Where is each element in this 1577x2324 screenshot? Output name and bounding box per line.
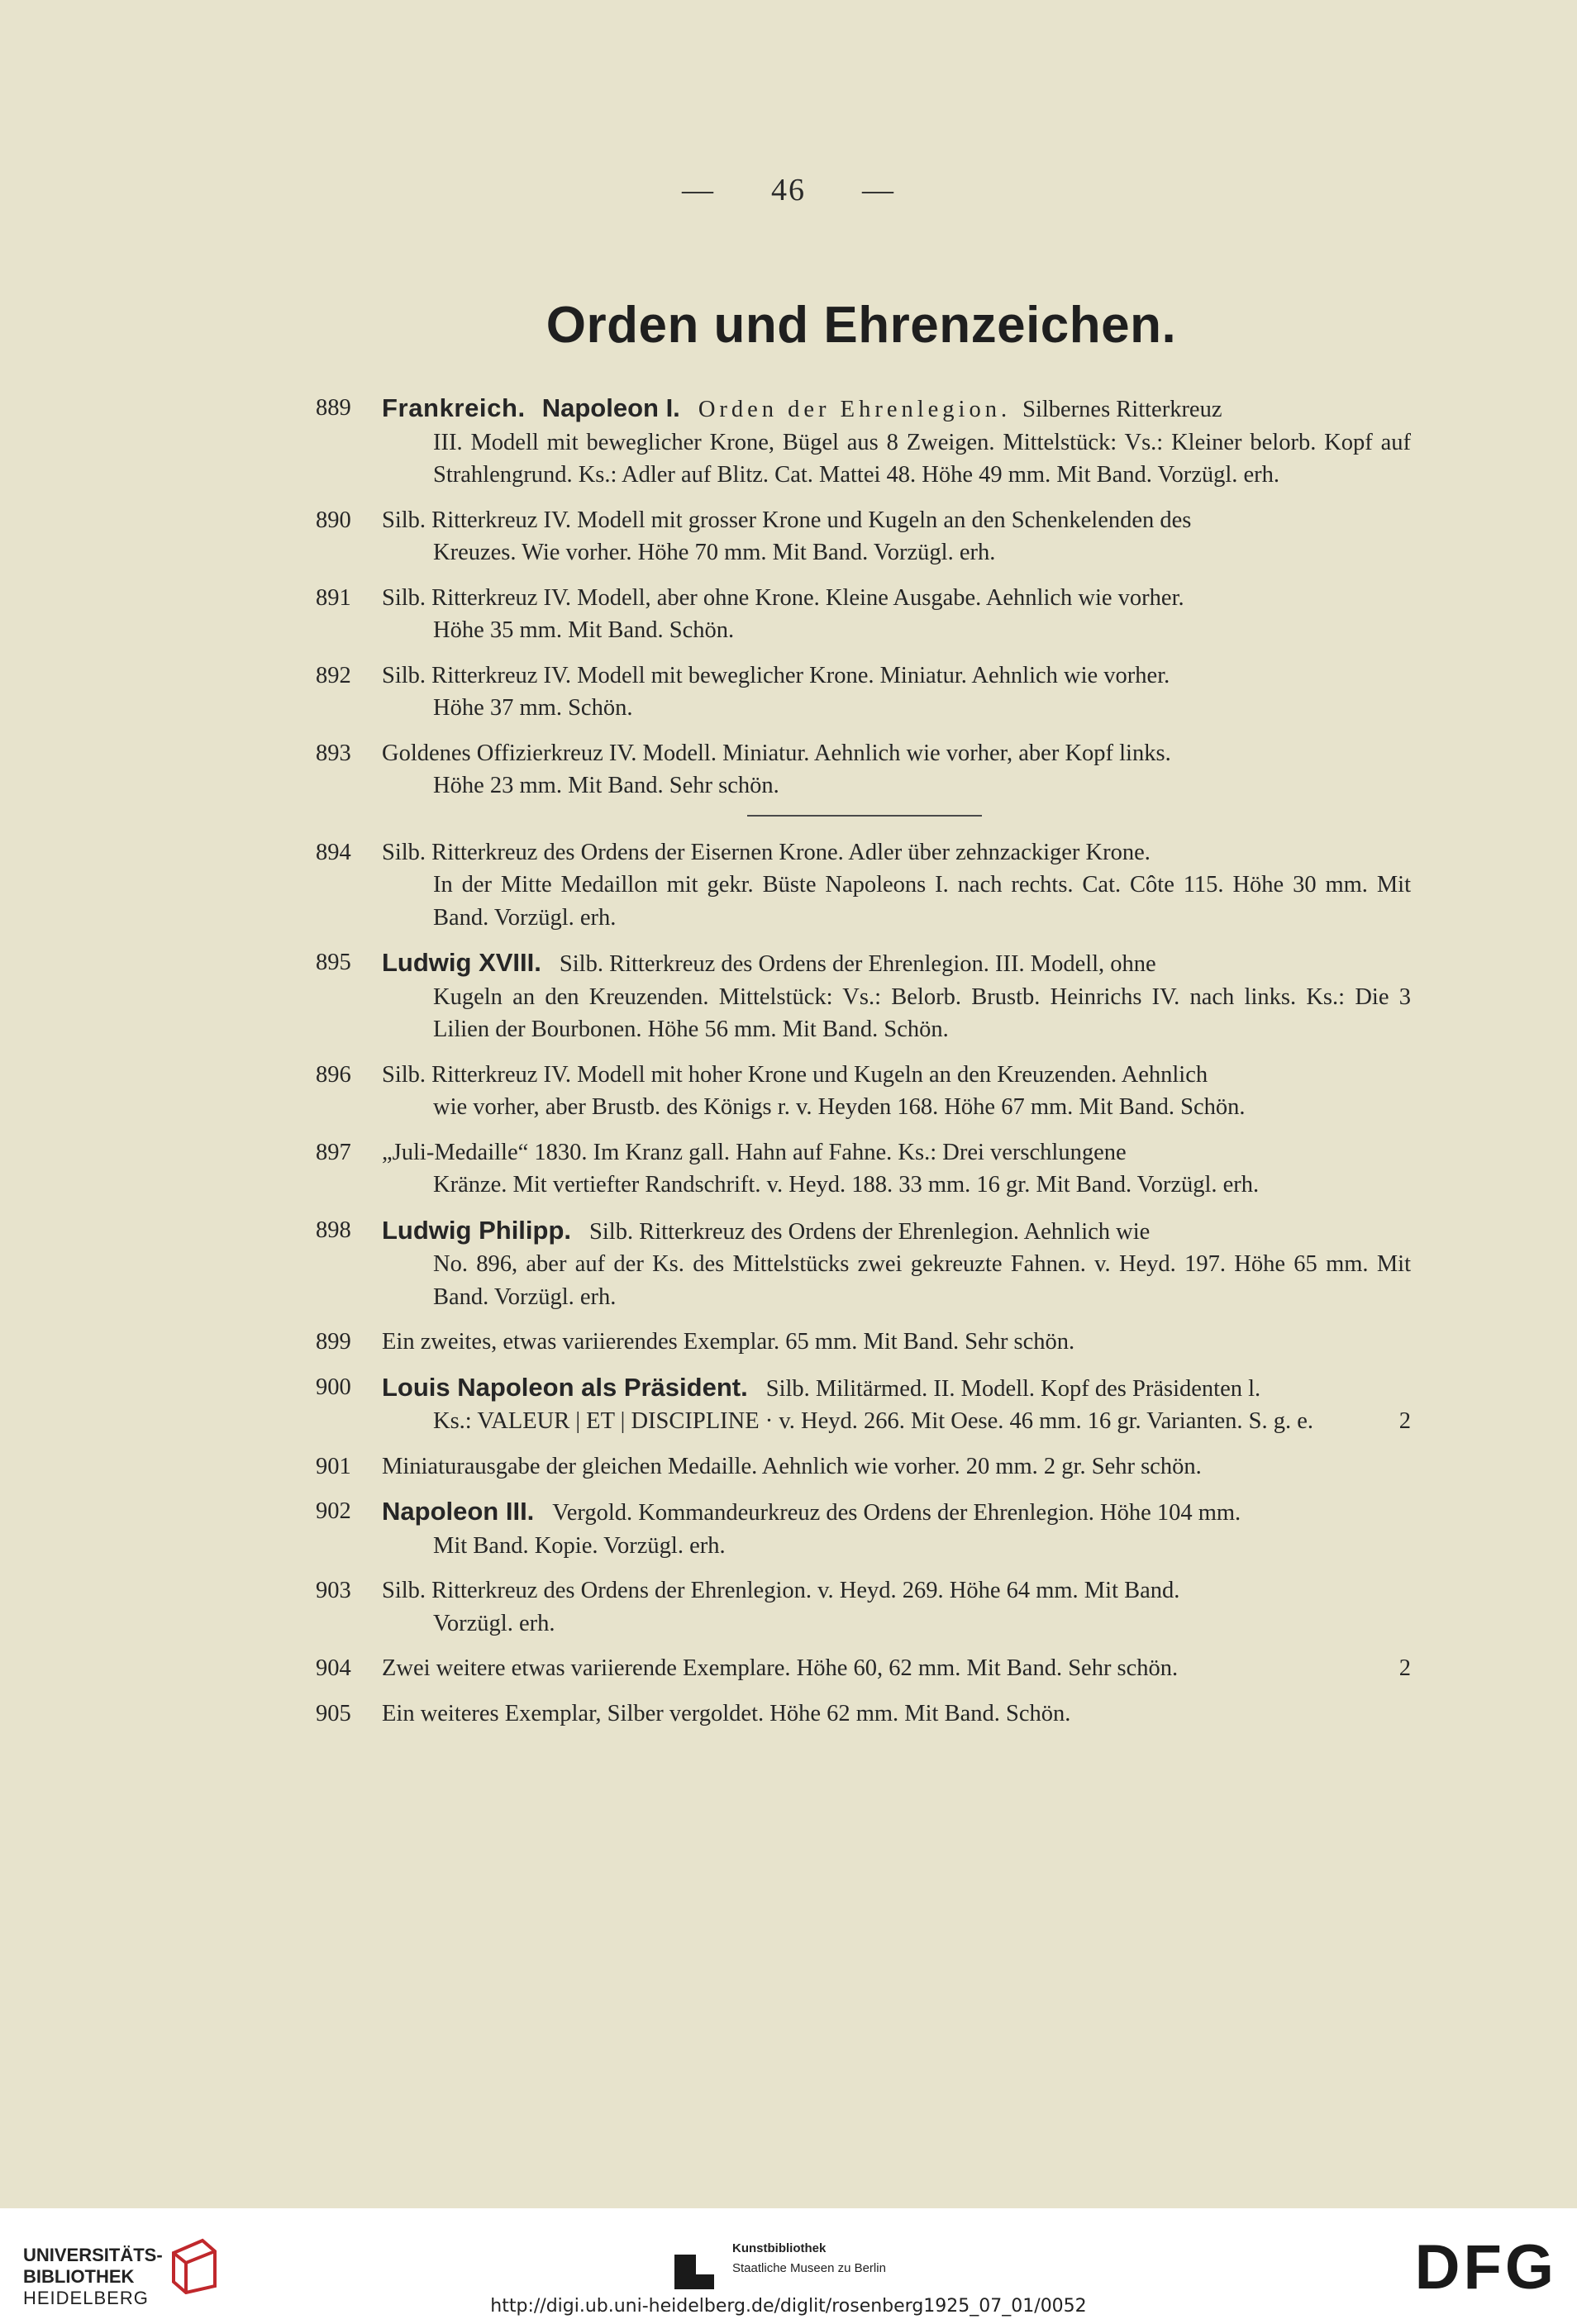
- catalog-entry: [316, 1136, 1411, 1202]
- catalog-entry: [316, 582, 1411, 647]
- entry-text: [382, 1326, 1411, 1359]
- entry-text: [382, 1652, 1411, 1685]
- entry-text: [382, 392, 1411, 492]
- entry-text: [382, 737, 1411, 802]
- dash-left: —: [682, 173, 715, 207]
- ub-logo-mark-icon: [165, 2236, 223, 2294]
- catalog-entry: [316, 660, 1411, 725]
- entry-number: 897: [316, 1139, 351, 1165]
- entry-number: 898: [316, 1217, 351, 1243]
- entry-first-line: Vergold. Kommandeurkreuz des Ordens der Ehrenlegion. Höhe 104 mm.: [552, 1500, 1241, 1526]
- entry-text: [382, 1450, 1411, 1483]
- entry-continuation: Vorzügl. erh.: [433, 1610, 555, 1636]
- entry-text: [382, 1059, 1411, 1124]
- entry-continuation: Kugeln an den Kreuzenden. Mittelstück: Vs.: Belorb. Brustb. Heinrichs IV. nach links. Ks.: Die 3 Lilien der Bourbonen. Höhe 56 mm. Mit Band. Schön.: [433, 983, 1411, 1042]
- entry-text: [382, 504, 1411, 569]
- catalog-entry: [316, 1698, 1411, 1731]
- entry-continuation: Kreuzes. Wie vorher. Höhe 70 mm. Mit Band. Vorzügl. erh.: [433, 540, 996, 565]
- entry-first-line: Ein zweites, etwas variierendes Exemplar. 65 mm. Mit Band. Sehr schön.: [382, 1329, 1075, 1355]
- catalog-entry: [316, 1371, 1411, 1438]
- catalog-entry: [316, 1326, 1411, 1359]
- entry-number: 890: [316, 507, 351, 533]
- entry-first-line: Ein weiteres Exemplar, Silber vergoldet. Höhe 62 mm. Mit Band. Schön.: [382, 1700, 1071, 1726]
- entry-first-line: Silb. Ritterkreuz IV. Modell mit grosser Krone und Kugeln an den Schenkelenden des: [382, 507, 1192, 533]
- entry-first-line: Silb. Ritterkreuz des Ordens der Ehrenlegion. v. Heyd. 269. Höhe 64 mm. Mit Band.: [382, 1578, 1180, 1603]
- entry-country-heading: Frankreich.: [382, 393, 526, 422]
- entry-text: [382, 1214, 1411, 1314]
- entry-first-line: Silb. Militärmed. II. Modell. Kopf des Präsidenten l.: [765, 1375, 1261, 1402]
- entry-first-line: Silb. Ritterkreuz IV. Modell mit hoher Krone und Kugeln an den Kreuzenden. Aehnlich: [382, 1061, 1208, 1088]
- section-title: Orden und Ehrenzeichen.: [546, 297, 1177, 354]
- kunstbibliothek-mark-icon: [671, 2246, 717, 2293]
- kunstbibliothek-subtitle: Staatliche Museen zu Berlin: [732, 2261, 886, 2275]
- entry-number: 905: [316, 1700, 351, 1726]
- section-divider: [747, 815, 982, 817]
- entry-continuation: wie vorher, aber Brustb. des Königs r. v. Heyden 168. Höhe 67 mm. Mit Band. Schön.: [433, 1094, 1246, 1120]
- entry-number: 903: [316, 1578, 351, 1603]
- entry-text: [382, 836, 1411, 935]
- entry-continuation: Mit Band. Kopie. Vorzügl. erh.: [433, 1532, 726, 1559]
- entry-number: 894: [316, 839, 351, 865]
- entry-text: [382, 1574, 1411, 1640]
- catalog-entry: [316, 1214, 1411, 1314]
- entry-continuation: No. 896, aber auf der Ks. des Mittelstücks zwei gekreuzte Fahnen. v. Heyd. 197. Höhe 65 mm. Mit Band. Vorzügl. erh.: [433, 1251, 1411, 1310]
- entry-continuation: In der Mitte Medaillon mit gekr. Büste Napoleons I. nach rechts. Cat. Côte 115. Höhe 30 mm. Mit Band. Vorzügl. erh.: [433, 872, 1411, 931]
- entry-continuation: III. Modell mit beweglicher Krone, Bügel aus 8 Zweigen. Mittelstück: Vs.: Kleiner belorb. Kopf auf Strahlengrund. Ks.: Adler auf Blitz. Cat. Mattei 48. Höhe 49 mm. Mit Band. Vorzügl. erh.: [433, 429, 1411, 488]
- entry-first-line: Zwei weitere etwas variierende Exemplare. Höhe 60, 62 mm. Mit Band. Sehr schön.: [382, 1655, 1179, 1681]
- entry-text: [382, 1371, 1411, 1438]
- entry-number: 893: [316, 740, 351, 766]
- page-number-value: 46: [771, 173, 806, 207]
- catalog-entry: [316, 737, 1411, 802]
- entry-first-line: Silb. Ritterkreuz des Ordens der Ehrenlegion. III. Modell, ohne: [559, 951, 1156, 977]
- entry-first-line: Silbernes Ritterkreuz: [1022, 397, 1222, 422]
- page-number: [0, 172, 1577, 208]
- catalog-entry: [316, 1059, 1411, 1124]
- catalog-entry: [316, 836, 1411, 935]
- catalog-entries: [316, 392, 1411, 1742]
- entry-ruler-heading: Ludwig XVIII.: [382, 948, 541, 977]
- digitization-footer: [0, 2208, 1577, 2324]
- entry-number: 896: [316, 1061, 351, 1088]
- entry-continuation: Höhe 23 mm. Mit Band. Sehr schön.: [433, 773, 779, 798]
- entry-text: [382, 1495, 1411, 1562]
- entry-first-line: Silb. Ritterkreuz IV. Modell, aber ohne Krone. Kleine Ausgabe. Aehnlich wie vorher.: [382, 584, 1184, 611]
- entry-order-name: Orden der Ehrenlegion.: [698, 397, 1012, 422]
- permalink-url[interactable]: http://digi.ub.uni-heidelberg.de/diglit/rosenberg1925_07_01/0052: [490, 2296, 1087, 2317]
- lot-count: 2: [1398, 1408, 1411, 1434]
- entry-number: 891: [316, 584, 351, 611]
- lot-count: 2: [1398, 1655, 1411, 1681]
- entry-continuation: Höhe 37 mm. Schön.: [433, 695, 633, 721]
- entry-text: [382, 582, 1411, 647]
- dash-right: —: [862, 173, 895, 207]
- entry-ruler-heading: Napoleon I.: [541, 393, 680, 422]
- entry-text: [382, 660, 1411, 725]
- catalog-entry: [316, 392, 1411, 492]
- entry-number: 904: [316, 1655, 351, 1681]
- entry-first-line: Goldenes Offizierkreuz IV. Modell. Miniatur. Aehnlich wie vorher, aber Kopf links.: [382, 740, 1171, 766]
- entry-continuation: [382, 1405, 1411, 1438]
- entry-number: 889: [316, 395, 351, 421]
- entry-first-line: Miniaturausgabe der gleichen Medaille. Aehnlich wie vorher. 20 mm. 2 gr. Sehr schön.: [382, 1453, 1202, 1479]
- entry-text: [382, 1136, 1411, 1202]
- entry-number: 900: [316, 1374, 351, 1400]
- entry-continuation: Kränze. Mit vertiefter Randschrift. v. Heyd. 188. 33 mm. 16 gr. Mit Band. Vorzügl. erh.: [433, 1172, 1260, 1198]
- entry-first-line: Silb. Ritterkreuz des Ordens der Ehrenlegion. Aehnlich wie: [589, 1218, 1151, 1245]
- entry-ruler-heading: Ludwig Philipp.: [382, 1215, 572, 1245]
- entry-number: 902: [316, 1498, 351, 1524]
- entry-number: 899: [316, 1329, 351, 1355]
- entry-number: 892: [316, 662, 351, 688]
- entry-continuation-text: Ks.: VALEUR | ET | DISCIPLINE · v. Heyd. 266. Mit Oese. 46 mm. 16 gr. Varianten. S. g. e.: [433, 1408, 1314, 1434]
- catalog-entry: [316, 1652, 1411, 1685]
- entry-number: 895: [316, 950, 351, 975]
- entry-first-line: Silb. Ritterkreuz des Ordens der Eisernen Krone. Adler über zehnzackiger Krone.: [382, 839, 1151, 865]
- entry-text: [382, 946, 1411, 1046]
- entry-ruler-heading: Napoleon III.: [382, 1497, 535, 1526]
- entry-ruler-heading: Louis Napoleon als Präsident.: [382, 1372, 748, 1402]
- catalog-entry: [316, 504, 1411, 569]
- entry-first-line: Silb. Ritterkreuz IV. Modell mit beweglicher Krone. Miniatur. Aehnlich wie vorher.: [382, 662, 1170, 688]
- catalog-entry: [316, 1450, 1411, 1483]
- kunstbibliothek-title: Kunstbibliothek: [732, 2241, 827, 2255]
- catalog-entry: [316, 946, 1411, 1046]
- entry-text: [382, 1698, 1411, 1731]
- catalog-entry: [316, 1574, 1411, 1640]
- ub-logo-line-3: HEIDELBERG: [23, 2288, 149, 2308]
- entry-first-line: „Juli-Medaille“ 1830. Im Kranz gall. Hahn auf Fahne. Ks.: Drei verschlungene: [382, 1139, 1127, 1165]
- dfg-logo[interactable]: DFG: [1414, 2232, 1557, 2303]
- entry-number: 901: [316, 1453, 351, 1479]
- entry-continuation: Höhe 35 mm. Mit Band. Schön.: [433, 617, 735, 643]
- ub-logo-line-1: UNIVERSITÄTS-: [23, 2245, 163, 2265]
- catalog-entry: [316, 1495, 1411, 1562]
- ub-logo-line-2: BIBLIOTHEK: [23, 2266, 135, 2287]
